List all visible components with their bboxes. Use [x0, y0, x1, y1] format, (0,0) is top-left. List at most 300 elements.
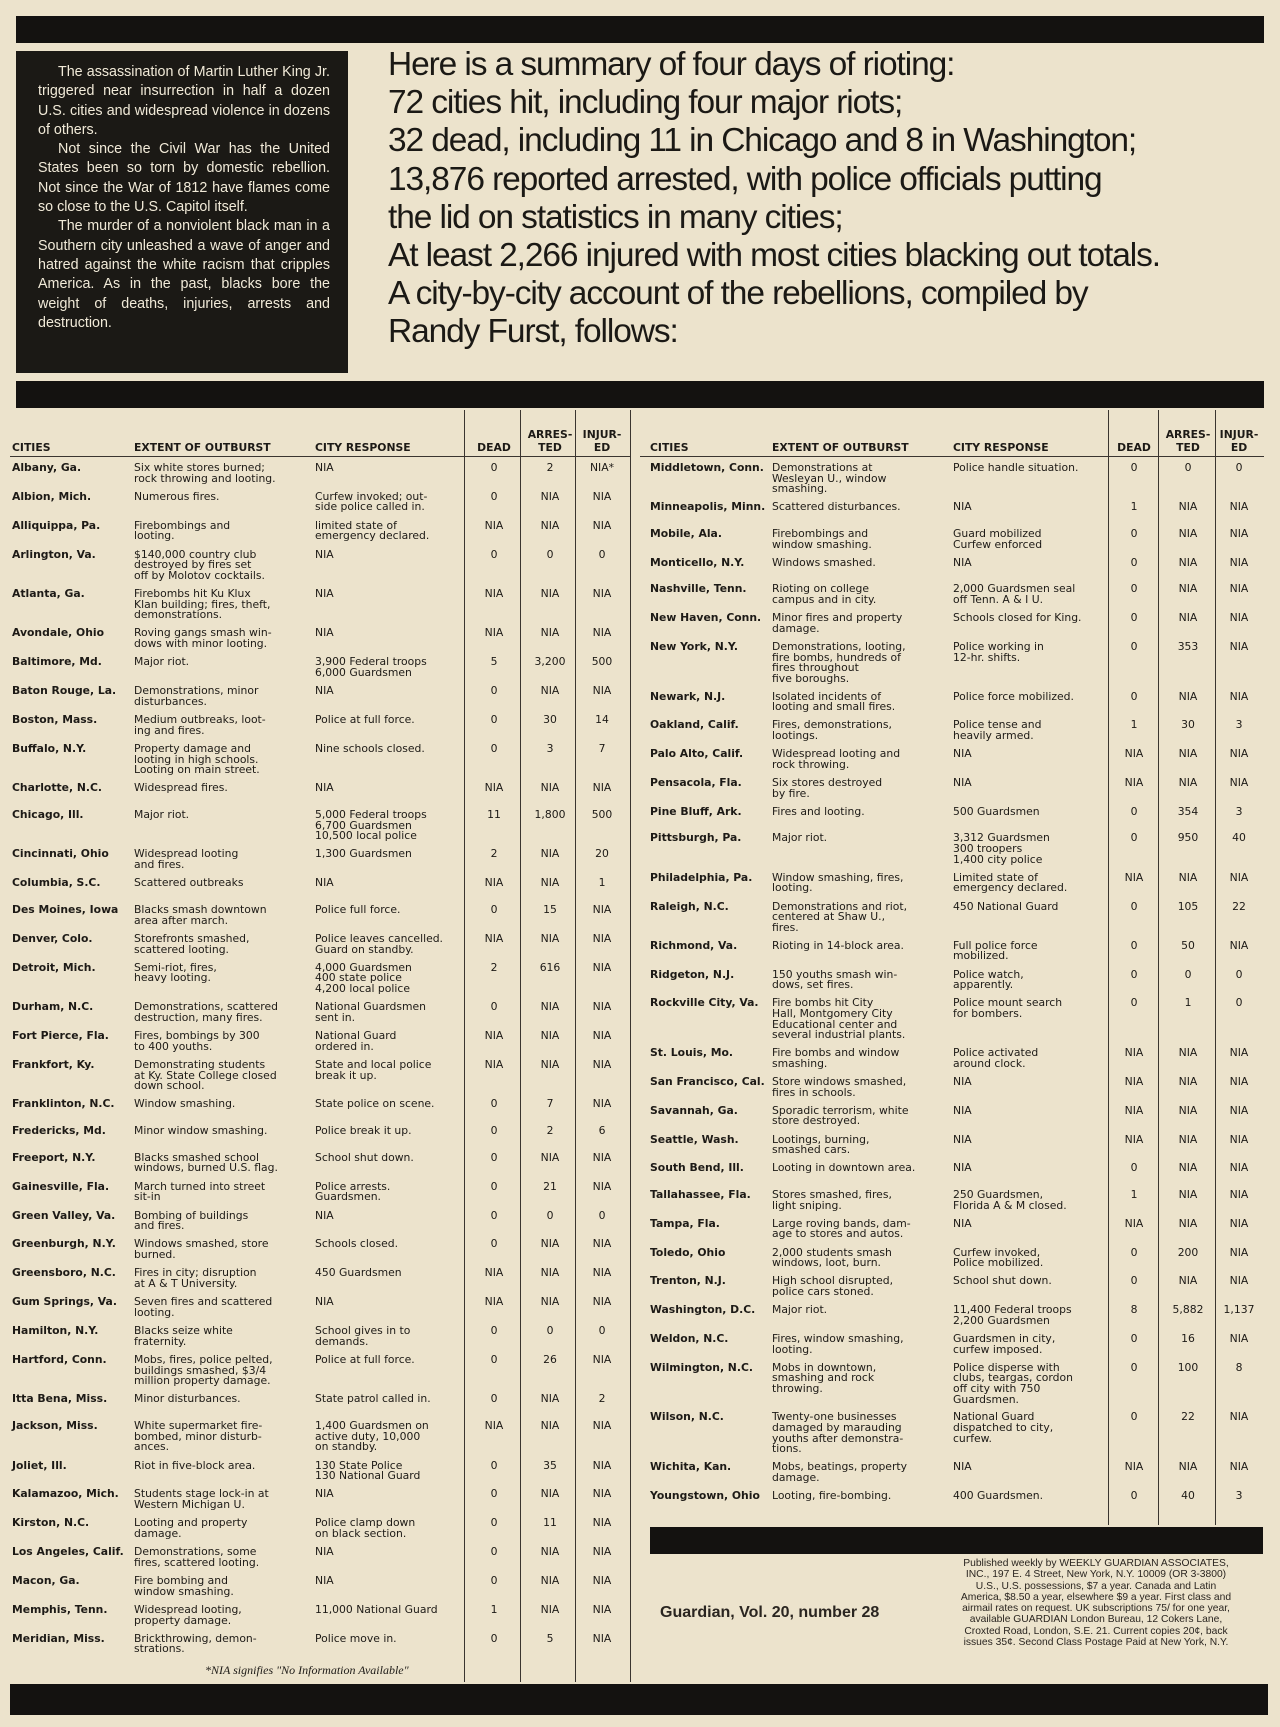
dead-cell: 0: [1130, 831, 1138, 845]
dead-cell: 1: [1130, 500, 1138, 514]
table-row: [650, 1273, 1262, 1302]
city-cell: Tallahassee, Fla.: [650, 1187, 751, 1201]
extent-cell: 2,000 students smash windows, loot, burn.: [772, 1245, 892, 1270]
injured-cell: NIA: [592, 1150, 612, 1164]
table-row: [12, 1631, 612, 1660]
city-cell: Minneapolis, Minn.: [650, 500, 766, 514]
injured-cell: NIA: [1229, 1046, 1249, 1060]
extent-cell: Six white stores burned; rock throwing and looting.: [134, 461, 276, 485]
response-cell: NIA: [953, 555, 972, 569]
arrested-cell: 35: [543, 1458, 557, 1472]
injured-cell: NIA: [1229, 1161, 1249, 1175]
response-cell: Police handle situation.: [953, 461, 1079, 474]
dead-cell: 0: [1130, 1245, 1138, 1259]
arrested-cell: 30: [543, 713, 557, 727]
arrested-cell: 30: [1181, 718, 1195, 732]
extent-cell: Minor fires and property damage.: [772, 611, 903, 635]
dead-cell: NIA: [484, 876, 504, 890]
response-cell: limited state of emergency declared.: [315, 518, 430, 543]
extent-cell: Scattered outbreaks: [134, 876, 244, 890]
extent-cell: Firebombings and looting.: [134, 518, 231, 543]
dead-cell: 1: [1130, 1187, 1138, 1201]
arrested-cell: 40: [1181, 1488, 1195, 1502]
dead-cell: NIA: [484, 587, 504, 601]
bottom-rule: [10, 1684, 1268, 1715]
extent-cell: Blacks smashed school windows, burned U.S. flag.: [134, 1150, 278, 1175]
city-cell: Albany, Ga.: [12, 461, 82, 474]
table-row: [12, 999, 612, 1028]
table-row: [12, 960, 612, 999]
table-row: [650, 1360, 1262, 1410]
city-cell: Gainesville, Fla.: [12, 1179, 110, 1193]
table-row: [12, 1208, 606, 1237]
dead-cell: NIA: [1124, 1074, 1144, 1088]
extent-cell: Semi-riot, fires, heavy looting.: [134, 960, 217, 985]
dead-cell: 1: [490, 1602, 498, 1616]
extent-cell: 150 youths smash win- dows, set fires.: [772, 967, 898, 992]
table-row: [12, 1179, 612, 1208]
injured-cell: NIA: [592, 1419, 612, 1433]
response-cell: 1,300 Guardsmen: [315, 847, 412, 861]
injured-cell: 40: [1232, 831, 1246, 845]
injured-cell: NIA: [1229, 776, 1249, 790]
arrested-cell: 0: [546, 1208, 554, 1222]
injured-cell: NIA: [1229, 1074, 1249, 1088]
table-row: [12, 1352, 612, 1391]
injured-cell: 1: [598, 876, 606, 890]
headline-line: 13,876 reported arrested, with police officials putting: [388, 160, 1102, 198]
city-cell: Youngstown, Ohio: [650, 1488, 760, 1502]
arrested-cell: NIA: [1178, 582, 1198, 596]
headline: [388, 46, 1268, 352]
response-cell: State patrol called in.: [315, 1392, 431, 1406]
extent-cell: Stores smashed, fires, light sniping.: [772, 1187, 892, 1212]
table-row: [650, 555, 1262, 582]
city-cell: Seattle, Wash.: [650, 1132, 739, 1146]
top-rule: [16, 16, 1264, 43]
table-row: [12, 846, 609, 875]
extent-cell: Riot in five-block area.: [134, 1458, 256, 1472]
injured-cell: NIA: [592, 1295, 612, 1309]
dead-cell: 5: [490, 655, 498, 669]
table-row: [12, 654, 613, 683]
response-cell: National Guard ordered in.: [315, 1029, 397, 1053]
extent-cell: Widespread fires.: [134, 781, 228, 795]
arrested-cell: NIA: [1178, 1103, 1198, 1117]
response-cell: NIA: [315, 547, 334, 561]
extent-cell: Mobs, beatings, property damage.: [772, 1460, 908, 1484]
city-cell: Trenton, N.J.: [650, 1274, 726, 1288]
response-cell: NIA: [953, 747, 972, 761]
table-header: [12, 410, 622, 460]
response-cell: 450 Guardsmen: [315, 1266, 402, 1280]
arrested-cell: NIA: [540, 847, 560, 861]
arrested-cell: NIA: [540, 1295, 560, 1309]
dead-cell: NIA: [484, 626, 504, 640]
injured-cell: NIA: [592, 1237, 612, 1251]
injured-cell: NIA: [592, 626, 612, 640]
headline-line: Here is a summary of four days of rioting:: [388, 46, 955, 83]
dead-cell: 0: [1130, 639, 1138, 653]
arrested-cell: 1: [1184, 996, 1192, 1010]
section-rule: [16, 381, 1264, 408]
injured-cell: 2: [598, 1392, 606, 1406]
injured-cell: NIA: [1229, 1132, 1249, 1146]
injured-cell: NIA: [592, 781, 612, 795]
extent-cell: Firebombs hit Ku Klux Klan building; fires, theft, demonstrations.: [134, 587, 271, 622]
arrested-cell: 950: [1177, 831, 1199, 845]
table-row: [12, 1096, 612, 1123]
response-cell: School gives in to demands.: [315, 1324, 411, 1348]
header-cities: CITIES: [650, 441, 689, 454]
dead-cell: 0: [490, 1124, 498, 1138]
right-header-underline: [640, 456, 1264, 457]
city-cell: Albion, Mich.: [12, 489, 92, 503]
arrested-cell: NIA: [1178, 1161, 1198, 1175]
injured-cell: NIA: [592, 1602, 612, 1616]
header-response: CITY RESPONSE: [953, 441, 1049, 454]
dead-cell: 0: [490, 1487, 498, 1501]
dead-cell: 0: [490, 1458, 498, 1472]
arrested-cell: NIA: [1178, 1460, 1198, 1474]
response-cell: Police force mobilized.: [953, 689, 1074, 703]
city-cell: Rockville City, Va.: [650, 996, 759, 1010]
response-cell: NIA: [315, 626, 334, 640]
response-cell: Curfew invoked; out- side police called in.: [315, 489, 428, 514]
table-row: [12, 1515, 612, 1544]
response-cell: Police leaves cancelled. Guard on standby.: [315, 931, 443, 956]
dead-cell: 8: [1130, 1303, 1138, 1317]
dead-cell: 0: [490, 1000, 498, 1014]
arrested-cell: 0: [1184, 967, 1192, 981]
dead-cell: 0: [1130, 689, 1138, 703]
injured-cell: NIA: [1229, 526, 1249, 540]
right-injured-divider: [1215, 410, 1216, 1525]
response-cell: NIA: [315, 587, 334, 601]
extent-cell: Demonstrations, looting, fire bombs, hundreds of fires throughout five boroughs.: [772, 639, 906, 685]
injured-cell: NIA: [592, 518, 612, 532]
arrested-cell: 354: [1177, 804, 1199, 818]
table-row: [650, 1488, 1262, 1515]
extent-cell: Widespread looting and rock throwing.: [772, 747, 901, 771]
arrested-cell: NIA: [1178, 555, 1198, 569]
city-cell: Gum Springs, Va.: [12, 1295, 117, 1309]
arrested-cell: 616: [539, 960, 561, 974]
injured-cell: NIA: [1229, 555, 1249, 569]
table-row: [650, 746, 1262, 775]
injured-cell: NIA: [1229, 639, 1249, 653]
dead-cell: 0: [490, 1237, 498, 1251]
left-table: [12, 410, 622, 1660]
injured-cell: NIA: [592, 1000, 612, 1014]
extent-cell: Fires, window smashing, looting.: [772, 1331, 904, 1356]
dead-cell: 0: [490, 1516, 498, 1530]
extent-cell: Students stage lock-in at Western Michigan U.: [134, 1487, 269, 1511]
table-row: [650, 717, 1262, 746]
extent-cell: Isolated incidents of looting and small fires.: [772, 689, 896, 714]
header-extent: EXTENT OF OUTBURST: [134, 441, 271, 454]
city-cell: Baton Rouge, La.: [12, 684, 117, 698]
city-cell: Hamilton, N.Y.: [12, 1324, 99, 1338]
injured-cell: NIA: [592, 684, 612, 698]
injured-cell: NIA: [1229, 1274, 1249, 1288]
table-row: [650, 938, 1262, 967]
extent-cell: Looting in downtown area.: [772, 1161, 916, 1175]
dead-cell: 0: [490, 741, 498, 755]
injured-cell: NIA: [592, 1574, 612, 1588]
response-cell: NIA: [953, 776, 972, 790]
nia-footnote: *NIA signifies "No Information Available": [205, 1663, 409, 1677]
injured-cell: NIA: [592, 1458, 612, 1472]
dead-cell: NIA: [484, 1266, 504, 1280]
table-row: [12, 780, 612, 807]
table-row: [12, 1486, 612, 1515]
table-row: [12, 547, 606, 586]
extent-cell: Looting and property damage.: [134, 1516, 248, 1540]
response-cell: Police mount search for bombers.: [953, 996, 1063, 1020]
city-cell: Savannah, Ga.: [650, 1103, 738, 1117]
dead-cell: 0: [1130, 611, 1138, 625]
dead-cell: NIA: [1124, 1216, 1144, 1230]
dead-cell: 11: [487, 808, 501, 822]
response-cell: NIA: [953, 1074, 972, 1088]
response-cell: School shut down.: [315, 1150, 414, 1164]
dead-cell: 0: [1130, 461, 1138, 474]
arrested-cell: NIA: [540, 931, 560, 945]
response-cell: State police on scene.: [315, 1097, 435, 1111]
intro-paragraph: Not since the Civil War has the United States been so torn by domestic rebellion. Not since the War of 1812 have flames come so close to the U.S. Capitol itself.: [38, 141, 330, 216]
table-row: [12, 1265, 612, 1294]
city-cell: Philadelphia, Pa.: [650, 870, 753, 884]
table-row: [650, 899, 1262, 938]
injured-cell: 0: [598, 1208, 606, 1222]
header-injured: INJUR- ED: [1219, 428, 1259, 454]
response-cell: 1,400 Guardsmen on active duty, 10,000 on standby.: [315, 1419, 429, 1454]
injured-cell: NIA: [592, 1487, 612, 1501]
arrested-cell: NIA: [540, 1000, 560, 1014]
extent-cell: Fire bombing and window smashing.: [134, 1574, 234, 1598]
injured-cell: NIA: [1229, 938, 1249, 952]
dead-cell: NIA: [1124, 747, 1144, 761]
table-row: [650, 995, 1262, 1045]
extent-cell: Rioting on college campus and in city.: [772, 582, 877, 606]
city-cell: South Bend, Ill.: [650, 1161, 744, 1175]
volume-line: Guardian, Vol. 20, number 28: [660, 1604, 880, 1621]
city-cell: Fort Pierce, Fla.: [12, 1029, 109, 1043]
left-injured-divider: [575, 410, 576, 1682]
injured-cell: NIA: [592, 1353, 612, 1367]
extent-cell: Window smashing.: [134, 1097, 236, 1111]
extent-cell: Major riot.: [134, 655, 190, 669]
dead-cell: 0: [490, 1097, 498, 1111]
dead-cell: 2: [490, 960, 498, 974]
header-arrested: ARRES- TED: [527, 428, 573, 454]
response-cell: 250 Guardsmen, Florida A & M closed.: [953, 1187, 1067, 1212]
city-cell: Mobile, Ala.: [650, 526, 722, 540]
city-cell: Wichita, Kan.: [650, 1460, 732, 1474]
header-injured: INJUR- ED: [582, 428, 622, 454]
dead-cell: 0: [1130, 582, 1138, 596]
table-row: [650, 870, 1262, 899]
injured-cell: 3: [1235, 1488, 1243, 1502]
arrested-cell: NIA: [540, 1058, 560, 1071]
arrested-cell: NIA: [1178, 689, 1198, 703]
city-cell: Cincinnati, Ohio: [12, 847, 109, 861]
extent-cell: High school disrupted, police cars stoned.: [772, 1274, 894, 1298]
dead-cell: 0: [1130, 899, 1138, 913]
intro-box: [16, 51, 348, 373]
arrested-cell: NIA: [1178, 1187, 1198, 1201]
city-cell: Avondale, Ohio: [12, 626, 104, 640]
dead-cell: 0: [490, 1631, 498, 1645]
injured-cell: 0: [1235, 967, 1243, 981]
dead-cell: 0: [490, 1574, 498, 1588]
city-cell: Chicago, Ill.: [12, 808, 84, 822]
injured-cell: NIA: [592, 587, 612, 601]
table-header: [650, 410, 1262, 460]
table-row: [650, 1302, 1262, 1331]
city-cell: Denver, Colo.: [12, 931, 93, 945]
extent-cell: Minor window smashing.: [134, 1124, 268, 1138]
response-cell: NIA: [953, 1103, 972, 1117]
arrested-cell: 22: [1181, 1410, 1195, 1424]
city-cell: Ridgeton, N.J.: [650, 967, 735, 981]
response-cell: NIA: [315, 781, 334, 795]
extent-cell: Widespread looting and fires.: [134, 847, 239, 872]
arrested-cell: 2: [546, 461, 554, 474]
right-dead-divider: [1108, 410, 1109, 1525]
table-row: [650, 1187, 1262, 1216]
table-row: [650, 499, 1262, 526]
dead-cell: 0: [1130, 555, 1138, 569]
arrested-cell: NIA: [1178, 747, 1198, 761]
city-cell: Durham, N.C.: [12, 1000, 94, 1014]
response-cell: NIA: [315, 1487, 334, 1501]
dead-cell: NIA: [1124, 1460, 1144, 1474]
injured-cell: NIA: [592, 489, 612, 503]
header-arrested: ARRES- TED: [1165, 428, 1211, 454]
dead-cell: 0: [490, 1324, 498, 1338]
injured-cell: 0: [598, 1324, 606, 1338]
dead-cell: 0: [490, 1150, 498, 1164]
injured-cell: 6: [598, 1124, 606, 1138]
extent-cell: Property damage and looting in high schools. Looting on main street.: [134, 741, 260, 777]
table-row: [12, 1236, 612, 1265]
table-row: [12, 931, 612, 960]
city-cell: Weldon, N.C.: [650, 1331, 729, 1345]
city-cell: Pittsburgh, Pa.: [650, 831, 742, 845]
response-cell: NIA: [315, 461, 334, 474]
table-row: [12, 1573, 612, 1602]
extent-cell: Six stores destroyed by fire.: [772, 776, 883, 800]
arrested-cell: NIA: [540, 781, 560, 795]
dead-cell: 0: [1130, 938, 1138, 952]
arrested-cell: 7: [546, 1097, 554, 1111]
city-cell: Meridian, Miss.: [12, 1631, 105, 1645]
city-cell: Arlington, Va.: [12, 547, 96, 561]
city-cell: Detroit, Mich.: [12, 960, 96, 974]
response-cell: Police full force.: [315, 903, 401, 917]
table-row: [12, 1458, 612, 1487]
city-cell: Baltimore, Md.: [12, 655, 102, 669]
extent-cell: Scattered disturbances.: [772, 500, 901, 514]
arrested-cell: 3: [546, 741, 554, 755]
extent-cell: Store windows smashed, fires in schools.: [772, 1074, 907, 1099]
left-dead-divider: [464, 410, 465, 1682]
arrested-cell: NIA: [1178, 776, 1198, 790]
table-row: [12, 875, 606, 902]
left-arrested-divider: [520, 410, 521, 1682]
table-row: [650, 1160, 1262, 1187]
dead-cell: NIA: [1124, 776, 1144, 790]
city-cell: New Haven, Conn.: [650, 611, 762, 625]
extent-cell: Numerous fires.: [134, 489, 220, 503]
headline-line: 72 cities hit, including four major riots;: [388, 84, 903, 122]
injured-cell: NIA: [592, 1179, 612, 1193]
arrested-cell: NIA: [540, 626, 560, 640]
city-cell: Macon, Ga.: [12, 1574, 80, 1588]
dead-cell: 0: [1130, 1360, 1138, 1374]
extent-cell: Windows smashed.: [772, 555, 876, 569]
extent-cell: Fires, demonstrations, lootings.: [772, 718, 892, 743]
response-cell: 400 Guardsmen.: [953, 1488, 1044, 1502]
table-row: [12, 1150, 612, 1179]
dead-cell: NIA: [484, 1295, 504, 1309]
injured-cell: 3: [1235, 718, 1243, 732]
dead-cell: NIA: [484, 931, 504, 945]
headline-line: 32 dead, including 11 in Chicago and 8 in Washington;: [388, 122, 1137, 160]
arrested-cell: NIA: [1178, 1216, 1198, 1230]
extent-cell: Sporadic terrorism, white store destroyed.: [772, 1103, 909, 1128]
dead-cell: NIA: [484, 1058, 504, 1071]
injured-cell: NIA: [1229, 1216, 1249, 1230]
arrested-cell: NIA: [540, 684, 560, 698]
city-cell: Tampa, Fla.: [650, 1216, 720, 1230]
dead-cell: NIA: [1124, 1132, 1144, 1146]
response-cell: NIA: [953, 500, 972, 514]
extent-cell: Major riot.: [772, 1303, 828, 1317]
extent-cell: Blacks smash downtown area after march.: [134, 903, 267, 927]
response-cell: Police watch, apparently.: [953, 967, 1024, 992]
injured-cell: NIA: [1229, 1460, 1249, 1474]
city-cell: Memphis, Tenn.: [12, 1602, 108, 1616]
dead-cell: 0: [490, 547, 498, 561]
extent-cell: Minor disturbances.: [134, 1392, 241, 1406]
arrested-cell: NIA: [1178, 1274, 1198, 1288]
arrested-cell: 15: [543, 903, 557, 917]
arrested-cell: 0: [1184, 461, 1192, 474]
dead-cell: 0: [1130, 1274, 1138, 1288]
injured-cell: NIA: [1229, 689, 1249, 703]
arrested-cell: NIA: [1178, 526, 1198, 540]
city-cell: Palo Alto, Calif.: [650, 747, 744, 761]
header-dead: DEAD: [477, 441, 511, 454]
extent-cell: Demonstrations and riot, centered at Shaw U., fires.: [772, 899, 908, 934]
extent-cell: Fire bombs and window smashing.: [772, 1046, 900, 1070]
city-cell: Kirston, N.C.: [12, 1516, 90, 1530]
arrested-cell: NIA: [540, 1266, 560, 1280]
table-row: [650, 639, 1262, 689]
injured-cell: NIA: [592, 931, 612, 945]
dead-cell: NIA: [484, 1029, 504, 1043]
response-cell: 5,000 Federal troops 6,700 Guardsmen 10,500 local police: [315, 808, 427, 843]
headline-line: Randy Furst, follows:: [388, 313, 678, 351]
dead-cell: 0: [490, 903, 498, 917]
extent-cell: Demonstrating students at Ky. State College closed down school.: [134, 1058, 277, 1093]
response-cell: Full police force mobilized.: [953, 938, 1038, 963]
response-cell: 130 State Police 130 National Guard: [315, 1458, 421, 1483]
dead-cell: 0: [1130, 1331, 1138, 1345]
